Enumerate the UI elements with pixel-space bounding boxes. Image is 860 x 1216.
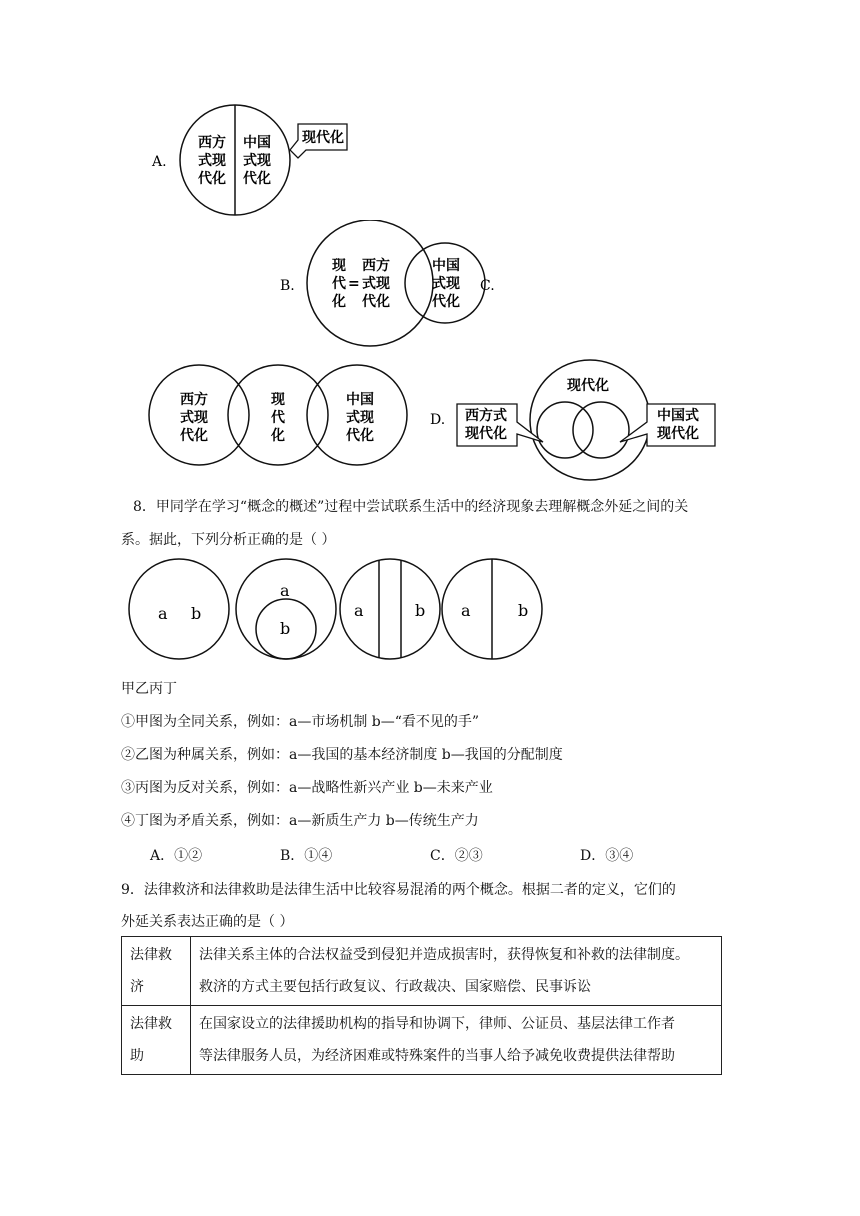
table-body-cell: 法律关系主体的合法权益受到侵犯并造成损害时，获得恢复和补救的法律制度。 救济的方式主要包括行政复议、行政裁决、国家赔偿、民事诉讼 — [191, 937, 722, 1006]
q8-option-c[interactable]: C．②③ — [430, 848, 483, 864]
q8-item-1: ①甲图为全同关系，例如：a—市场机制 b—“看不见的手” — [121, 714, 480, 730]
china-label-1: 中国 — [243, 135, 271, 151]
q8-stem-1: 8．甲同学在学习“概念的概述”过程中尝试联系生活中的经济现象去理解概念外延之间的关 — [133, 499, 689, 515]
svg-text:式现: 式现 — [346, 410, 374, 426]
q8-item-3: ③丙图为反对关系，例如：a—战略性新兴产业 b—未来产业 — [121, 780, 493, 796]
svg-text:中国: 中国 — [432, 258, 460, 274]
svg-text:现代化: 现代化 — [657, 426, 699, 442]
svg-text:a: a — [354, 601, 364, 620]
china-label-3: 代化 — [243, 171, 271, 187]
q8-caption: 甲乙丙丁 — [121, 681, 177, 697]
svg-text:b: b — [415, 601, 426, 620]
svg-text:代化: 代化 — [432, 294, 460, 310]
option-c-label: C. — [480, 278, 495, 294]
svg-text:代: 代 — [332, 276, 346, 292]
callout-modernization: 现代化 — [302, 130, 344, 146]
west-label-2: 式现 — [198, 153, 226, 169]
q8-option-b[interactable]: B．①④ — [280, 848, 333, 864]
svg-text:西方式: 西方式 — [465, 408, 507, 424]
china-label-2: 式现 — [243, 153, 271, 169]
west-label-3: 代化 — [198, 171, 226, 187]
svg-text:b: b — [518, 601, 529, 620]
svg-text:=: = — [348, 276, 360, 292]
svg-text:西方: 西方 — [180, 392, 208, 408]
table-body-cell: 在国家设立的法律援助机构的指导和协调下，律师、公证员、基层法律工作者 等法律服务人员，为经济困难或特殊案件的当事人给予减免收费提供法律帮助 — [191, 1006, 722, 1075]
option-b-label: B. — [280, 278, 295, 294]
q8-item-4: ④丁图为矛盾关系，例如：a—新质生产力 b—传统生产力 — [121, 813, 479, 829]
q8-stem-2: 系。据此，下列分析正确的是（ ） — [121, 532, 336, 548]
table-head-cell: 法律救 助 — [122, 1006, 191, 1075]
table-row — [122, 1006, 722, 1075]
q8-option-a[interactable]: A．①② — [150, 848, 203, 864]
svg-text:化: 化 — [271, 428, 285, 444]
svg-text:代: 代 — [271, 410, 285, 426]
q9-stem-2: 外延关系表达正确的是（ ） — [121, 914, 294, 930]
q8-item-2: ②乙图为种属关系，例如：a—我国的基本经济制度 b—我国的分配制度 — [121, 747, 563, 763]
svg-text:式现: 式现 — [180, 410, 208, 426]
definition-table — [121, 936, 722, 1075]
svg-text:西方: 西方 — [362, 258, 390, 274]
svg-text:式现: 式现 — [362, 276, 390, 292]
diagram-c — [148, 362, 410, 474]
svg-text:代化: 代化 — [346, 428, 374, 444]
svg-text:式现: 式现 — [432, 276, 460, 292]
diagram-b — [270, 220, 510, 350]
svg-text:b: b — [191, 604, 202, 623]
svg-text:a: a — [280, 581, 290, 600]
svg-text:现代化: 现代化 — [465, 426, 507, 442]
svg-text:现: 现 — [271, 392, 285, 408]
svg-text:化: 化 — [332, 294, 346, 310]
diagram-d — [425, 358, 725, 484]
table-row — [122, 937, 722, 1006]
option-d-label: D. — [430, 412, 446, 428]
option-a-label: A. — [152, 154, 167, 170]
q8-option-d[interactable]: D．③④ — [580, 848, 634, 864]
diagram-a — [140, 100, 370, 220]
svg-text:现: 现 — [332, 258, 346, 274]
svg-text:b: b — [280, 619, 291, 638]
svg-text:a: a — [461, 601, 471, 620]
svg-text:中国: 中国 — [346, 392, 374, 408]
q9-stem-1: 9．法律救济和法律救助是法律生活中比较容易混淆的两个概念。根据二者的定义，它们的 — [121, 882, 676, 898]
west-label-1: 西方 — [198, 135, 226, 151]
diagram-jia — [129, 559, 229, 659]
diagram-yi — [236, 559, 336, 659]
q8-diagrams — [128, 556, 548, 666]
svg-text:现代化: 现代化 — [567, 378, 609, 394]
svg-text:代化: 代化 — [180, 428, 208, 444]
svg-text:a: a — [158, 604, 168, 623]
svg-text:中国式: 中国式 — [657, 408, 699, 424]
table-head-cell: 法律救 济 — [122, 937, 191, 1006]
svg-text:代化: 代化 — [362, 294, 390, 310]
